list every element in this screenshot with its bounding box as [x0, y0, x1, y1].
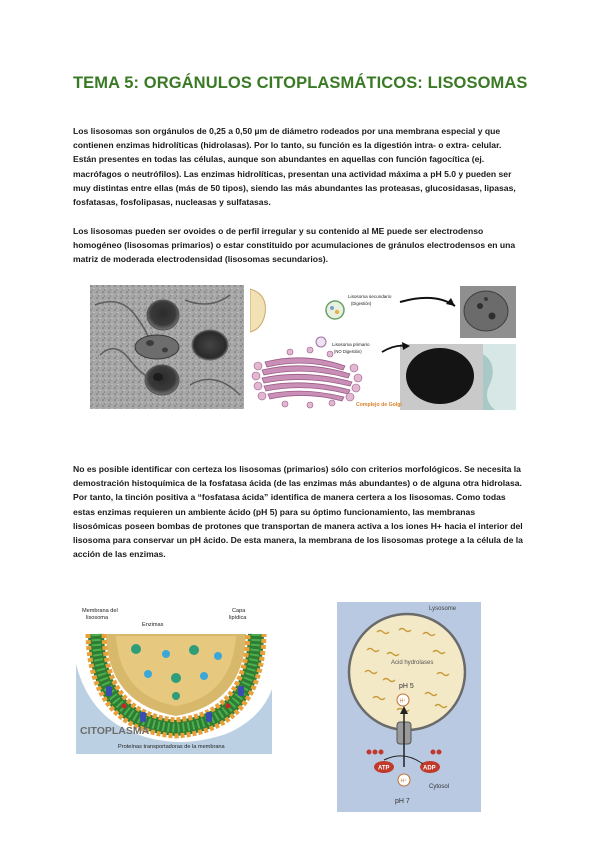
label-secondary-lysosome: Lisosoma secundario	[348, 294, 392, 299]
paragraph-intro: Los lisosomas son orgánulos de 0,25 a 0,50 µm de diámetro rodeados por una membrana especial y que contienen enzimas hidrolíticas (hidrolasas). Por lo tanto, su función es la digestión intra- o extra- celular. Están presentes en todas las células, aunque son abundantes en aquellas con función fagocítica (ej. macrófagos o neutrófilos). Las enzimas hidrolíticas, presentan una actividad máxima a pH 5.0 y pueden ser muy distintas entre ellas (más de 50 tipos), siendo las más abundantes las proteasas, glucosidasas, lipasas, fosfatasas, fosfolipasas, nucleasas y sulfatasas.	[73, 126, 516, 208]
label-acid-hydrolases: Acid hydrolases	[391, 660, 434, 666]
label-ph-outside: pH 7	[395, 798, 410, 805]
lysosome-membrane-figure	[76, 604, 272, 754]
label-primary-no-digestion: (NO Digestión)	[334, 349, 362, 354]
lysosome-proton-pump-figure	[337, 602, 481, 812]
label-secondary-digestion: (Digestión)	[351, 301, 372, 306]
label-enzymes: Enzimas	[142, 622, 164, 628]
label-membrane-line2: lisosoma	[86, 615, 109, 621]
label-lysosome: Lysosome	[429, 606, 457, 612]
golgi-lysosome-figure	[250, 284, 516, 410]
label-proton-outside: H⁺	[400, 778, 407, 785]
label-cytoplasm: CITOPLASMA	[80, 725, 150, 737]
paragraph-morphology: Los lisosomas pueden ser ovoides o de perfil irregular y su contenido al ME puede ser electrodenso homogéneo (lisosomas primarios) o estar constituido por acumulaciones de gránulos electrodensos en una matriz de moderada electrodensidad (lisosomas secundarios).	[73, 226, 516, 265]
label-golgi: Complejo de Golgi	[356, 402, 402, 408]
label-ph-inside: pH 5	[399, 683, 414, 690]
label-transport-proteins: Proteínas transportadoras de la membrana	[118, 744, 225, 750]
page-title: TEMA 5: ORGÁNULOS CITOPLASMÁTICOS: LISOSOMAS	[73, 74, 528, 92]
paragraph-identification: No es posible identificar con certeza los lisosomas (primarios) sólo con criterios morfológicos. Se necesita la demostración histoquímica de la fosfatasa ácida (de las enzimas más abundantes) o de alguna otra hidrolasa. Por tanto, la tinción positiva a “fosfatasa ácida” identifica de manera certera a los lisosomas. Como todas estas enzimas requieren un ambiente ácido (pH 5) para su óptimo funcionamiento, las membranas lisosómicas poseen bombas de protones que transportan de manera activa a los iones H+ hacia el interior del lisosoma para conservar un pH ácido. De esta manera, la membrana de los lisosomas protege a la célula de la acción de las enzimas.	[73, 464, 523, 560]
label-lipid-line2: lipídica	[229, 615, 247, 621]
label-membrane-line1: Membrana del	[82, 608, 118, 614]
label-lipid-line1: Capa	[232, 608, 246, 614]
label-primary-lysosome: Lisosoma primario	[332, 342, 370, 347]
label-cytosol: Cytosol	[429, 784, 450, 790]
label-atp: ATP	[378, 765, 390, 772]
label-proton-inside: H⁺	[399, 698, 406, 705]
em-micrograph-figure	[90, 285, 244, 409]
label-adp: ADP	[423, 765, 436, 772]
